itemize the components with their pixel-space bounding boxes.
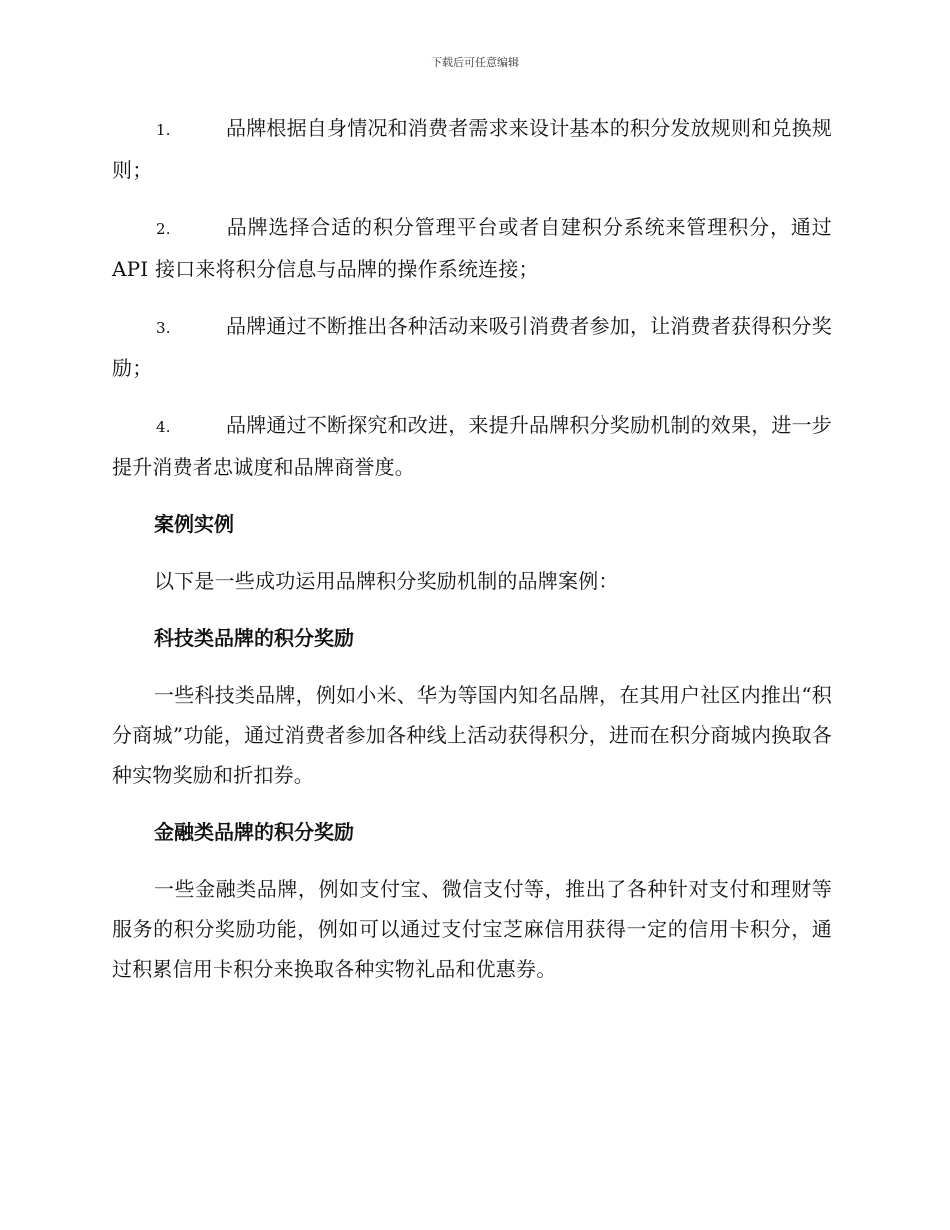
finance-paragraph: 一些金融类品牌，例如支付宝、微信支付等，推出了各种针对支付和理财等服务的积分奖励功能，例如可以通过支付宝芝麻信用获得一定的信用卡积分，通过积累信用卡积分来换取各种实物礼品和优惠券。 [112,877,832,981]
intro-paragraph: 以下是一些成功运用品牌积分奖励机制的品牌案例： [154,569,619,593]
tech-section-title: 科技类品牌的积分奖励 [154,626,354,650]
finance-section-title: 金融类品牌的积分奖励 [154,820,354,844]
item-text: 品牌通过不断探究和改进，来提升品牌积分奖励机制的效果，进一步提升消费者忠诚度和品牌商誉度。 [112,413,832,479]
item-number: 4. [156,418,171,436]
header-note: 下载后可任意编辑 [431,56,519,69]
document-body [112,108,832,1006]
item-number: 2. [156,220,171,238]
section-title: 案例实例 [154,512,234,536]
item-text: 品牌选择合适的积分管理平台或者自建积分系统来管理积分，通过 API 接口来将积分信息与品牌的操作系统连接； [112,215,832,281]
item-text: 品牌根据自身情况和消费者需求来设计基本的积分发放规则和兑换规则； [112,116,832,182]
numbered-item-1 [112,108,832,190]
numbered-item-3 [112,306,832,388]
tech-paragraph: 一些科技类品牌，例如小米、华为等国内知名品牌，在其用户社区内推出“积分商城”功能，通过消费者参加各种线上活动获得积分，进而在积分商城内换取各种实物奖励和折扣券。 [112,683,832,787]
item-number: 3. [156,319,171,337]
numbered-item-2 [112,207,832,289]
item-number: 1. [156,121,171,139]
numbered-item-4 [112,405,832,487]
item-text: 品牌通过不断推出各种活动来吸引消费者参加，让消费者获得积分奖励； [112,314,832,380]
